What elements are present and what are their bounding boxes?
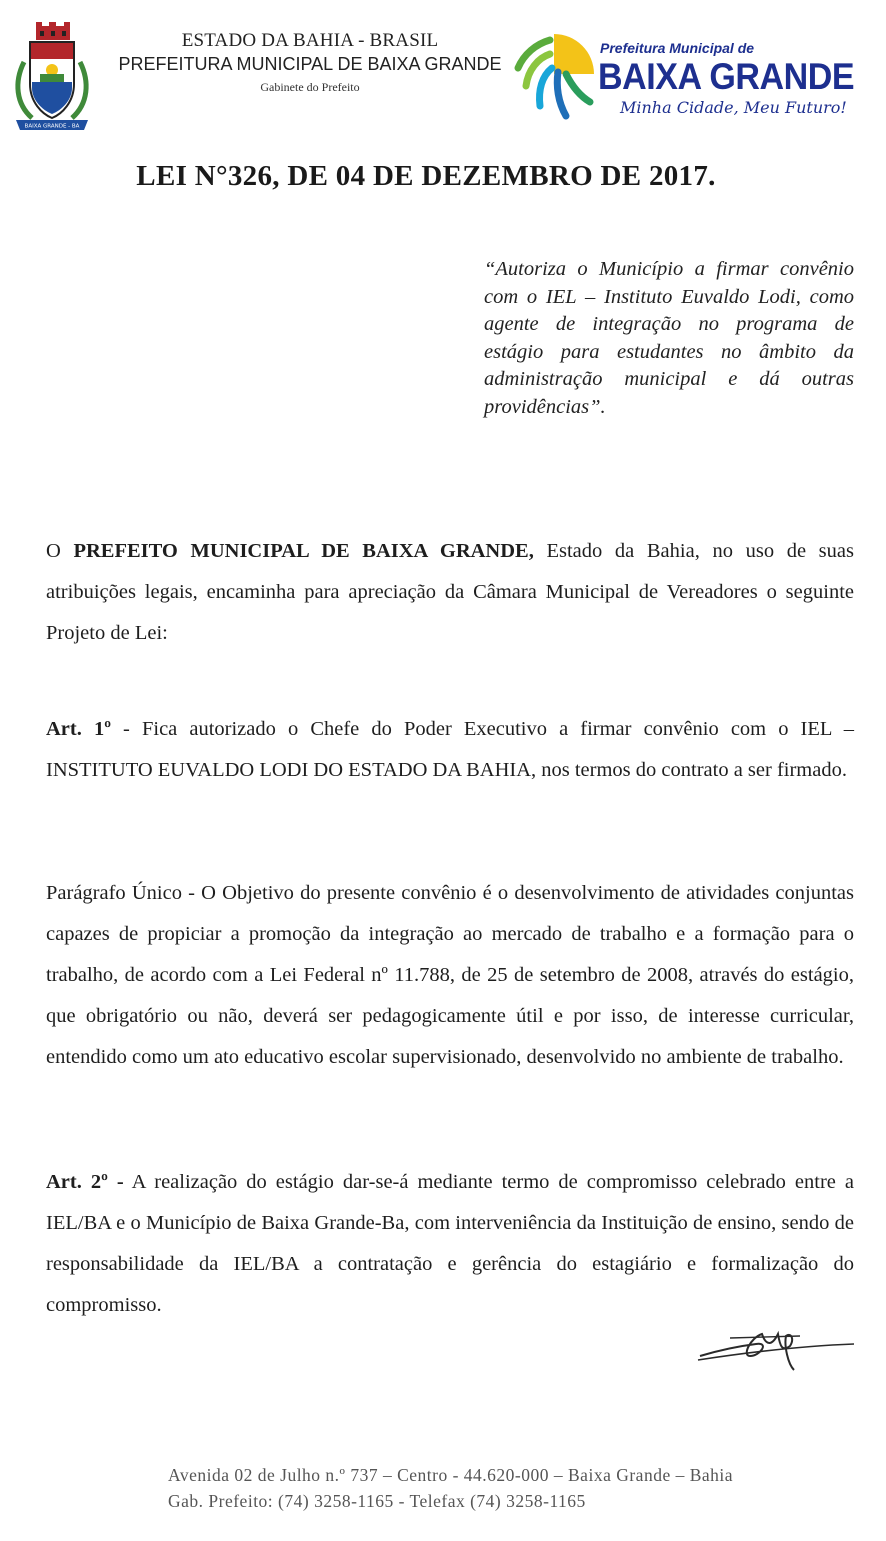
- article-2-text: A realização do estágio dar-se-á mediante termo de compromisso celebrado entre a IEL/BA e o Município de Baixa Grande-Ba, com interveniência da Instituição de ensino, sendo de responsabilidade da IEL/BA a contratação e gerência do estagiário e formalização do compromisso.: [46, 1171, 854, 1316]
- footer-address: Avenida 02 de Julho n.º 737 – Centro - 44.620-000 – Baixa Grande – Bahia: [168, 1465, 734, 1485]
- state-line: ESTADO DA BAHIA - BRASIL: [181, 30, 439, 51]
- brand-sun-logo-icon: [510, 28, 596, 124]
- article-1-text: - Fica autorizado o Chefe do Poder Executivo a firmar convênio com o IEL – INSTITUTO EUVALDO LODI DO ESTADO DA BAHIA, nos termos do contrato a ser firmado.: [46, 718, 854, 781]
- coat-of-arms-icon: [10, 22, 94, 132]
- sole-paragraph: Parágrafo Único - O Objetivo do presente convênio é o desenvolvimento de atividades conjuntas capazes de propiciar a promoção da integração ao mercado de trabalho e a formação para o trabalho, de acordo com a Lei Federal nº 11.788, de 25 de setembro de 2008, através do estágio, que obrigatório ou não, deverá ser pedagogicamente útil e por isso, de interesse curricular, entendido como um ato educativo escolar supervisionado, desenvolvido no ambiente de trabalho.: [46, 882, 854, 1068]
- coat-ribbon-text: BAIXA GRANDE - BA: [24, 123, 80, 130]
- brand-name: BAIXA GRANDE: [598, 56, 855, 97]
- law-summary: “Autoriza o Município a firmar convênio com o IEL – Instituto Euvaldo Lodi, como agente de integração no programa de estágio para estudantes no âmbito da administração municipal e dá outras providências”.: [484, 258, 854, 418]
- office-line: Gabinete do Prefeito: [260, 80, 360, 94]
- footer-contact: [168, 1462, 848, 1514]
- letterhead: [115, 30, 505, 95]
- prefecture-line: PREFEITURA MUNICIPAL DE BAIXA GRANDE: [118, 54, 502, 74]
- footer-phones: Gab. Prefeito: (74) 3258-1165 - Telefax (74) 3258-1165: [168, 1491, 586, 1511]
- preamble-lead: PREFEITO MUNICIPAL DE BAIXA GRANDE,: [73, 540, 534, 562]
- article-1-label: Art. 1º: [46, 718, 111, 740]
- preamble-text: Estado da Bahia, no uso de suas atribuições legais, encaminha para apreciação da Câmara Municipal de Vereadores o seguinte Projeto de Lei:: [46, 540, 854, 644]
- preamble-paragraph: [46, 531, 854, 654]
- article-1: [46, 709, 854, 791]
- signature-rubric: [690, 1316, 860, 1376]
- law-title: LEI N°326, DE 04 DE DEZEMBRO DE 2017.: [136, 160, 716, 192]
- article-2: [46, 1162, 854, 1326]
- article-2-label: Art. 2º -: [46, 1171, 124, 1193]
- brand-tagline: Minha Cidade, Meu Futuro!: [620, 98, 847, 117]
- brand-pretitle: Prefeitura Municipal de: [600, 40, 755, 56]
- preamble-prefix: O: [46, 540, 74, 562]
